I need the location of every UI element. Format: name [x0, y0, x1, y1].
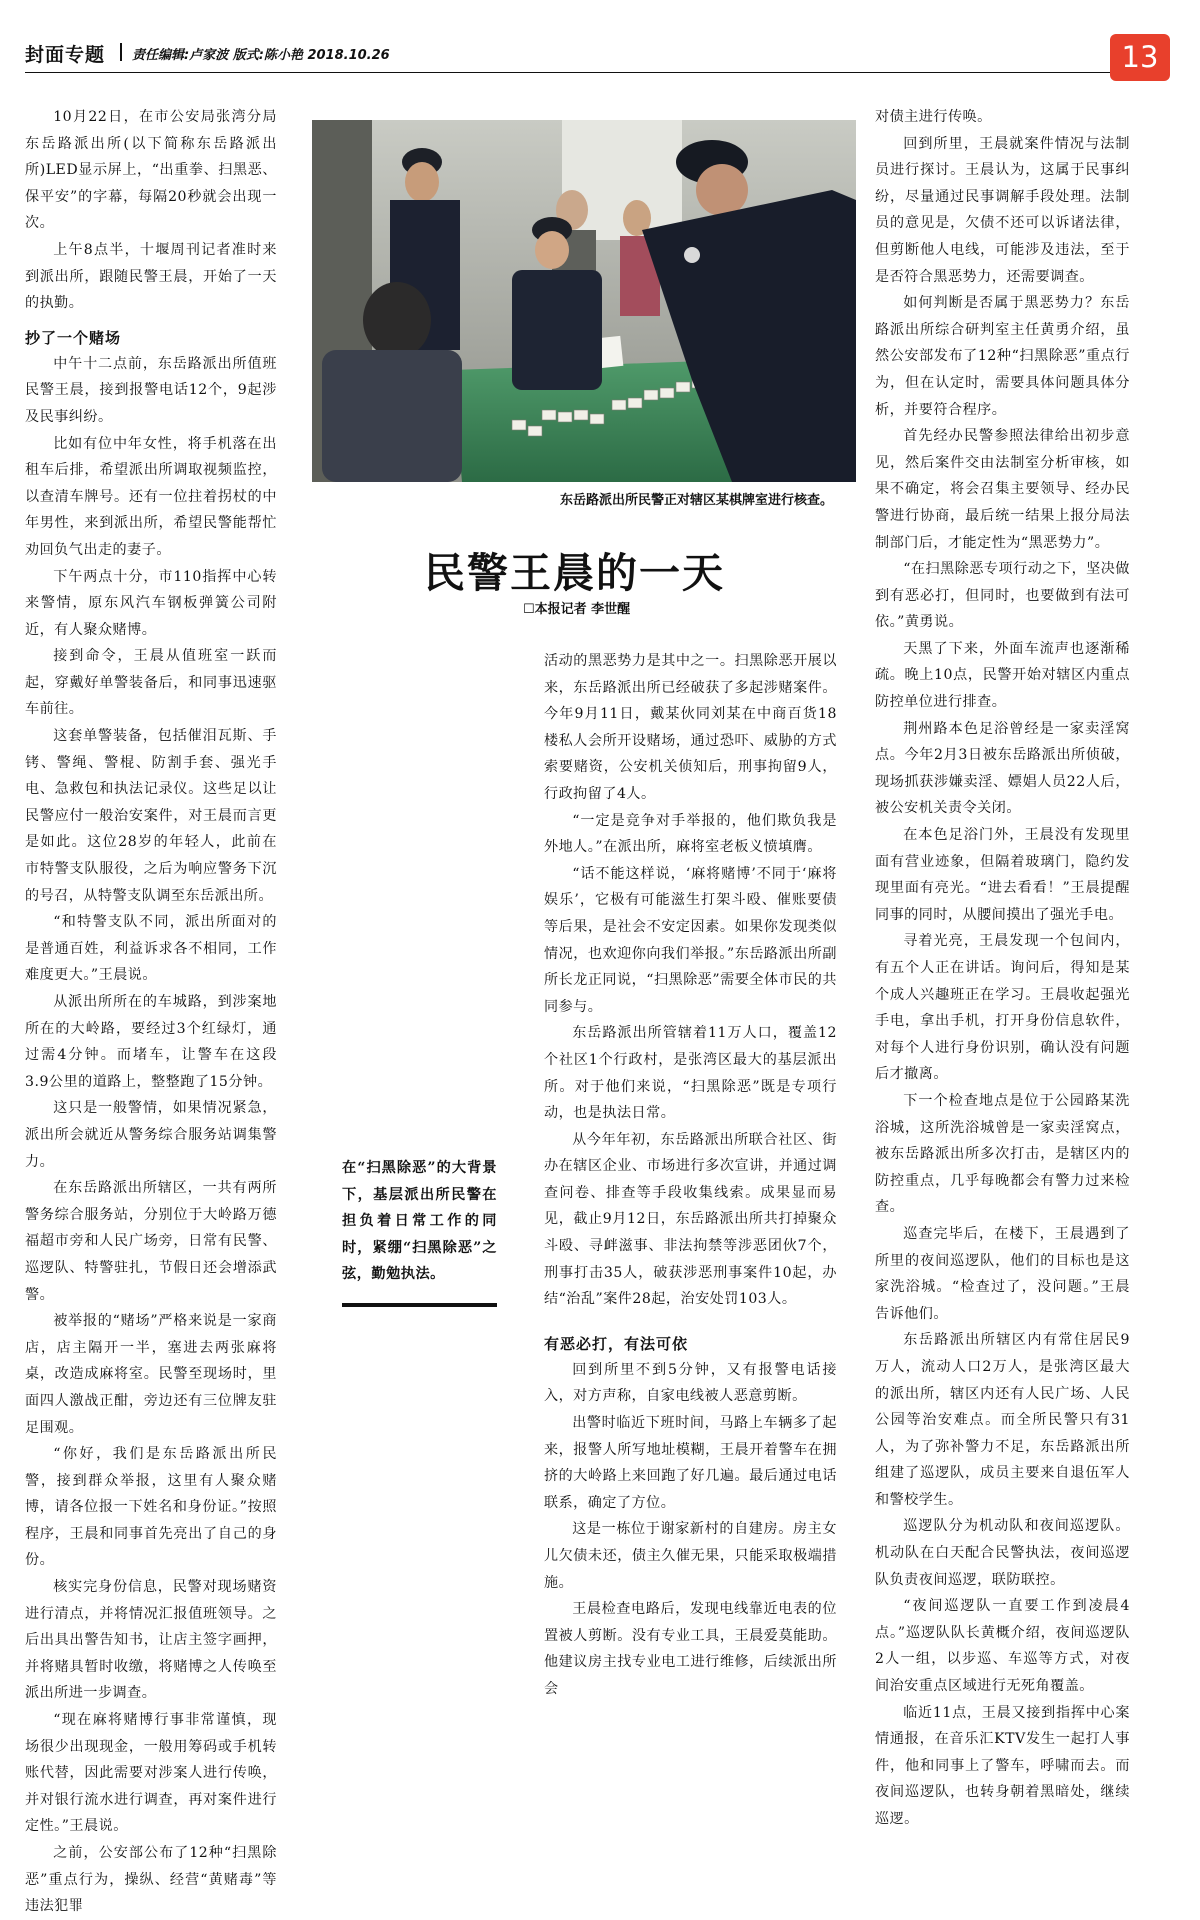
pull-quote: 在“扫黑除恶”的大背景下，基层派出所民警在担负着日常工作的同时，紧绷“扫黑除恶”之弦，勤勉执法。	[342, 1160, 497, 1282]
header-divider	[120, 43, 122, 61]
paragraph: 这是一栋位于谢家新村的自建房。房主女儿欠债未还，债主久催无果，只能采取极端措施。	[544, 1521, 837, 1591]
paragraph: 活动的黑恶势力是其中之一。扫黑除恶开展以来，东岳路派出所已经破获了多起涉赌案件。今年9月11日，戴某伙同刘某在中商百货18楼私人会所开设赌场，通过恐吓、威胁的方式索要赌资，公安机关侦知后，刑事拘留9人，行政拘留了4人。	[544, 653, 837, 802]
paragraph: 这只是一般警情，如果情况紧急，派出所会就近从警务综合服务站调集警力。	[25, 1100, 277, 1170]
byline: ☐本报记者 李世醒	[523, 602, 631, 617]
paragraph: “话不能这样说，‘麻将赌博’不同于‘麻将娱乐’，它极有可能滋生打架斗殴、催账要债等后果，是社会不安定因素。如果你发现类似情况，也欢迎你向我们举报。”东岳路派出所副所长龙正同说，“扫黑除恶”需要全体市民的共同参与。	[544, 865, 837, 1015]
paragraph: 东岳路派出所管辖着11万人口，覆盖12个社区1个行政村，是张湾区最大的基层派出所。对于他们来说，“扫黑除恶”既是专项行动，也是执法日常。	[544, 1025, 837, 1122]
paragraph: “和特警支队不同，派出所面对的是普通百姓，利益诉求各不相同，工作难度更大。”王晨说。	[25, 914, 277, 984]
paragraph: 荆州路本色足浴曾经是一家卖淫窝点。今年2月3日被东岳路派出所侦破，现场抓获涉嫌卖淫、嫖娼人员22人后，被公安机关责令关闭。	[875, 720, 1130, 817]
paragraph: 回到所里不到5分钟，又有报警电话接入，对方声称，自家电线被人恶意剪断。	[544, 1361, 837, 1405]
editor-credits: 责任编辑:卢家波 版式:陈小艳 2018.10.26	[132, 48, 390, 63]
paragraph: 下午两点十分，市110指挥中心转来警情，原东风汽车钢板弹簧公司附近，有人聚众赌博。	[25, 568, 277, 638]
paragraph: 临近11点，王晨又接到指挥中心案情通报，在音乐汇KTV发生一起打人事件，他和同事上了警车，呼啸而去。而夜间巡逻队，也转身朝着黑暗处，继续巡逻。	[875, 1704, 1130, 1827]
paragraph: “一定是竞争对手举报的，他们欺负我是外地人。”在派出所，麻将室老板义愤填膺。	[544, 812, 837, 856]
paragraph: “夜间巡逻队一直要工作到凌晨4点。”巡逻队队长黄概介绍，夜间巡逻队2人一组，以步巡、车巡等方式，对夜间治安重点区域进行无死角覆盖。	[875, 1598, 1130, 1695]
paragraph: 从今年年初，东岳路派出所联合社区、街办在辖区企业、市场进行多次宣讲，并通过调查问卷、排查等手段收集线索。成果显而易见，截止9月12日，东岳路派出所共打掉聚众斗殴、寻衅滋事、非法拘禁等涉恶团伙7个，刑事打击35人，破获涉恶刑事案件10起，办结“治乱”案件28起，治安处罚103人。	[544, 1131, 837, 1308]
paragraph: 10月22日，在市公安局张湾分局东岳路派出所(以下简称东岳路派出所)LED显示屏上，“出重拳、扫黑恶、保平安”的字幕，每隔20秒就会出现一次。	[25, 109, 277, 232]
paragraph: 下一个检查地点是位于公园路某洗浴城，这所洗浴城曾是一家卖淫窝点，被东岳路派出所多次打击，是辖区内的防控重点，几乎每晚都会有警力过来检查。	[875, 1092, 1130, 1216]
paragraph: 如何判断是否属于黑恶势力？东岳路派出所综合研判室主任黄勇介绍，虽然公安部发布了12种“扫黑除恶”重点行为，但在认定时，需要具体问题具体分析，并要符合程序。	[875, 295, 1130, 418]
page-number: 13	[1110, 34, 1170, 81]
paragraph: 对债主进行传唤。	[875, 109, 992, 125]
article-title: 民警王晨的一天	[424, 549, 725, 597]
paragraph: 上午8点半，十堰周刊记者准时来到派出所，跟随民警王晨，开始了一天的执勤。	[25, 241, 277, 312]
paragraph: “在扫黑除恶专项行动之下，坚决做到有恶必打，但同时，也要做到有法可依。”黄勇说。	[875, 561, 1130, 631]
paragraph: 回到所里，王晨就案件情况与法制员进行探讨。王晨认为，这属于民事纠纷，尽量通过民事调解手段处理。法制员的意见是，欠债不还可以诉诸法律，但剪断他人电线，可能涉及违法，至于是否符合黑恶势力，还需要调查。	[875, 135, 1130, 285]
paragraph: 巡逻队分为机动队和夜间巡逻队。机动队在白天配合民警执法，夜间巡逻队负责夜间巡逻，联防联控。	[875, 1518, 1130, 1588]
paragraph: 出警时临近下班时间，马路上车辆多了起来，报警人所写地址模糊，王晨开着警车在拥挤的大岭路上来回跑了好几遍。最后通过电话联系，确定了方位。	[544, 1415, 837, 1511]
paragraph: 接到命令，王晨从值班室一跃而起，穿戴好单警装备后，和同事迅速驱车前往。	[25, 648, 277, 718]
photo-caption: 东岳路派出所民警正对辖区某棋牌室进行核查。	[560, 493, 834, 508]
paragraph: 在东岳路派出所辖区，一共有两所警务综合服务站，分别位于大岭路万德福超市旁和人民广场旁，日常有民警、巡逻队、特警驻扎，节假日还会增添武警。	[25, 1180, 277, 1303]
paragraph: 王晨检查电路后，发现电线靠近电表的位置被人剪断。没有专业工具，王晨爱莫能助。他建议房主找专业电工进行维修，后续派出所会	[544, 1601, 837, 1697]
page-header	[25, 34, 1175, 74]
header-rule	[25, 72, 1110, 73]
paragraph: 核实完身份信息，民警对现场赌资进行清点，并将情况汇报值班领导。之后出具出警告知书，让店主签字画押，并将赌具暂时收缴，将赌博之人传唤至派出所进一步调查。	[25, 1579, 277, 1702]
subheading: 有恶必打，有法可依	[544, 1334, 689, 1353]
section-title: 封面专题	[25, 44, 106, 66]
paragraph: “你好，我们是东岳路派出所民警，接到群众举报，这里有人聚众赌博，请各位报一下姓名和身份证。”按照程序，王晨和同事首先亮出了自己的身份。	[25, 1446, 277, 1569]
paragraph: 东岳路派出所辖区内有常住居民9万人，流动人口2万人，是张湾区最大的派出所，辖区内还有人民广场、人民公园等治安难点。而全所民警只有31人，为了弥补警力不足，东岳路派出所组建了巡逻队，成员主要来自退伍军人和警校学生。	[875, 1332, 1130, 1508]
paragraph: 中午十二点前，东岳路派出所值班民警王晨，接到报警电话12个，9起涉及民事纠纷。	[25, 355, 277, 425]
paragraph: 之前，公安部公布了12种“扫黑除恶”重点行为，操纵、经营“黄赌毒”等违法犯罪	[25, 1845, 277, 1915]
pull-quote-rule	[342, 1303, 497, 1307]
article-column-2	[544, 648, 837, 1703]
news-photo	[312, 120, 856, 482]
subheading: 抄了一个赌场	[25, 328, 122, 347]
paragraph: 这套单警装备，包括催泪瓦斯、手铐、警绳、警棍、防割手套、强光手电、急救包和执法记录仪。这些足以让民警应付一般治安案件，对王晨而言更是如此。这位28岁的年轻人，此前在市特警支队服役，之后为响应警务下沉的号召，从特警支队调至东岳派出所。	[25, 728, 277, 904]
paragraph: 从派出所所在的车城路，到涉案地所在的大岭路，要经过3个红绿灯，通过需4分钟。而堵车，让警车在这段3.9公里的道路上，整整跑了15分钟。	[25, 994, 277, 1090]
paragraph: 比如有位中年女性，将手机落在出租车后排，希望派出所调取视频监控，以查清车牌号。还有一位拄着拐杖的中年男性，来到派出所，希望民警能帮忙劝回负气出走的妻子。	[25, 435, 277, 558]
paragraph: 巡查完毕后，在楼下，王晨遇到了所里的夜间巡逻队，他们的目标也是这家洗浴城。“检查过了，没问题。”王晨告诉他们。	[875, 1225, 1130, 1322]
paragraph: 首先经办民警参照法律给出初步意见，然后案件交由法制室分析审核，如果不确定，将会召集主要领导、经办民警进行协商，最后统一结果上报分局法制部门后，才能定性为“黑恶势力”。	[875, 428, 1130, 551]
police-inspection-photo	[312, 120, 856, 482]
article-column-3	[875, 104, 1130, 1833]
paragraph: 被举报的“赌场”严格来说是一家商店，店主隔开一半，塞进去两张麻将桌，改造成麻将室。民警至现场时，里面四人激战正酣，旁边还有三位牌友驻足围观。	[25, 1313, 277, 1436]
paragraph: 天黑了下来，外面车流声也逐渐稀疏。晚上10点，民警开始对辖区内重点防控单位进行排查。	[875, 640, 1130, 711]
paragraph: 在本色足浴门外，王晨没有发现里面有营业迹象，但隔着玻璃门，隐约发现里面有亮光。“进去看看！”王晨提醒同事的同时，从腰间摸出了强光手电。	[875, 827, 1130, 923]
paragraph: 寻着光亮，王晨发现一个包间内，有五个人正在讲话。询问后，得知是某个成人兴趣班正在学习。王晨收起强光手电，拿出手机，打开身份信息软件，对每个人进行身份识别，确认没有问题后才撤离。	[875, 933, 1130, 1083]
paragraph: “现在麻将赌博行事非常谨慎，现场很少出现现金，一般用筹码或手机转账代替，因此需要对涉案人进行传唤，并对银行流水进行调查，再对案件进行定性。”王晨说。	[25, 1712, 277, 1835]
article-column-1	[25, 104, 277, 1920]
